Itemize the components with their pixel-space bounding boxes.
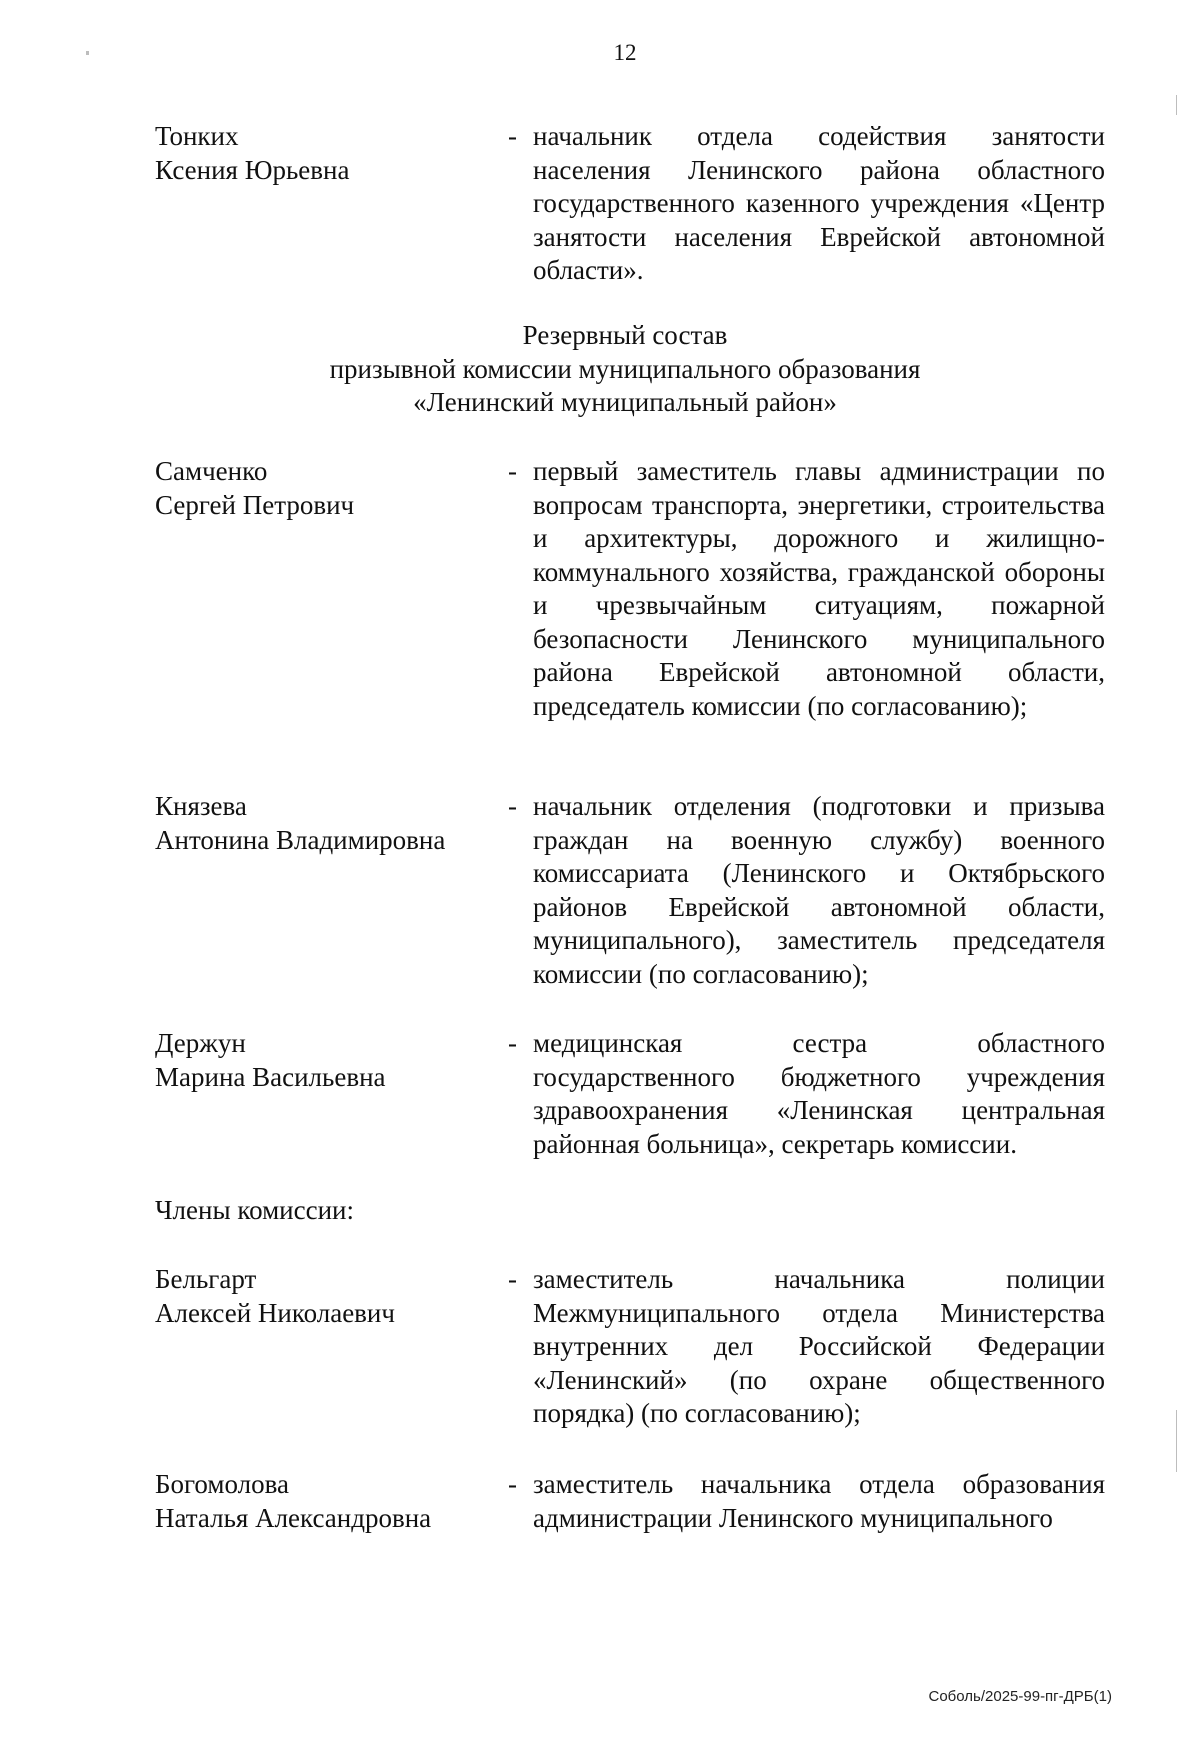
entry-samchenko: [155, 455, 1105, 723]
given-names: Наталья Александровна: [155, 1502, 432, 1533]
position-description: начальник отдела содействия занятости населения Ленинского района областного государственного казенного учреждения «Центр занятости населения Еврейской автономной области».: [533, 121, 1105, 285]
dash: -: [508, 791, 517, 821]
entry-knyazeva: [155, 790, 1105, 991]
position-description: начальник отделения (подготовки и призыва граждан на военную службу) военного комиссариата (Ленинского и Октябрьского районов Еврейской автономной области, муниципального), заместитель председателя комиссии (по согласованию);: [533, 791, 1105, 989]
surname: Князева: [155, 791, 247, 821]
surname: Держун: [155, 1028, 246, 1058]
position-description: заместитель начальника отдела образования администрации Ленинского муниципального: [533, 1469, 1105, 1533]
person-name: [155, 1263, 495, 1330]
person-name: [155, 790, 495, 857]
surname: Богомолова: [155, 1469, 289, 1499]
position-description: заместитель начальника полиции Межмуниципального отдела Министерства внутренних дел Российской Федерации «Ленинский» (по охране общественного порядка) (по согласованию);: [533, 1264, 1105, 1428]
scan-speck: [86, 51, 89, 55]
given-names: Алексей Николаевич: [155, 1297, 395, 1328]
given-names: Антонина Владимировна: [155, 824, 446, 855]
given-names: Сергей Петрович: [155, 489, 355, 520]
page-number: 12: [613, 40, 637, 65]
person-name: [155, 1468, 495, 1535]
surname: Самченко: [155, 456, 268, 486]
person-name: [155, 120, 495, 187]
given-names: Марина Васильевна: [155, 1061, 386, 1092]
person-name: [155, 1027, 495, 1094]
document-footer-code: Соболь/2025-99-пг-ДРБ(1): [928, 1688, 1112, 1705]
dash: -: [508, 1028, 517, 1058]
entry-belgart: [155, 1263, 1105, 1431]
dash: -: [508, 1264, 517, 1294]
given-names: Ксения Юрьевна: [155, 154, 350, 185]
members-label: Члены комиссии:: [155, 1195, 354, 1225]
entry-tonkikh: [155, 120, 1105, 288]
entry-bogomolova: [155, 1468, 1105, 1535]
scan-line: [1176, 95, 1177, 115]
person-name: [155, 455, 495, 522]
position-description: медицинская сестра областного государственного бюджетного учреждения здравоохранения «Ленинская центральная районная больница», секретарь комиссии.: [533, 1028, 1105, 1159]
heading-line-2: призывной комиссии муниципального образования: [329, 353, 921, 384]
dash: -: [508, 1469, 517, 1499]
surname: Тонких: [155, 121, 239, 151]
heading-line-1: Резервный состав: [522, 320, 728, 350]
heading-line-3: «Ленинский муниципальный район»: [413, 387, 837, 417]
position-description: первый заместитель главы администрации по вопросам транспорта, энергетики, строительства и архитектуры, дорожного и жилищно-коммунального хозяйства, гражданской обороны и чрезвычайным ситуациям, пожарной безопасности Ленинского муниципального района Еврейской автономной области, председатель комиссии (по согласованию);: [533, 456, 1105, 721]
dash: -: [508, 456, 517, 486]
dash: -: [508, 121, 517, 151]
section-heading: [0, 319, 1200, 420]
scan-line: [1176, 1410, 1177, 1472]
surname: Бельгарт: [155, 1264, 257, 1294]
entry-derzhun: [155, 1027, 1105, 1161]
